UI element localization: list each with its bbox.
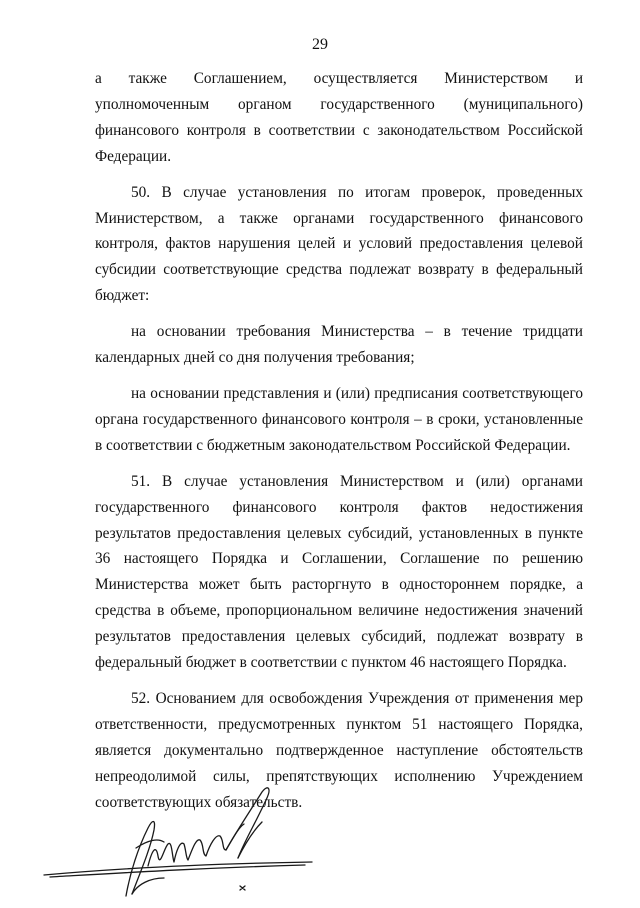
- paragraph-51: 51. В случае установления Министерством и (или) органами государственного финансового контроля фактов недостижения результатов предоставления целевых субсидий, установленных в пункте 36 настоящего Порядка и Соглашении, Соглашение по решению Министерства может быть расторгнуто в одностороннем порядке, а средства в объеме, пропорциональном величине недостижения значений результатов предоставления целевых субсидий, подлежат возврату в федеральный бюджет в соответствии с пунктом 46 настоящего Порядка.: [95, 472, 583, 672]
- paragraph-52: 52. Основанием для освобождения Учреждения от применения мер ответственности, предусмотренных пунктом 51 настоящего Порядка, является документально подтвержденное наступление обстоятельств непреодолимой силы, препятствующих исполнению Учреждением соответствующих обязательств.: [95, 689, 583, 811]
- paragraph-50-item-1: на основании требования Министерства – в течение тридцати календарных дней со дня получения требования;: [95, 323, 583, 367]
- paragraph-50-item-2: на основании представления и (или) предписания соответствующего органа государственного финансового контроля – в сроки, установленные в соответствии с бюджетным законодательством Российской Федерации.: [95, 384, 583, 454]
- paragraph-continuation: а также Соглашением, осуществляется Министерством и уполномоченным органом государственного (муниципального) финансового контроля в соответствии с законодательством Российской Федерации.: [95, 70, 583, 165]
- paragraph-50: 50. В случае установления по итогам проверок, проведенных Министерством, а также органами государственного финансового контроля, фактов нарушения целей и условий предоставления целевой субсидии соответствующие средства подлежат возврату в федеральный бюджет:: [95, 183, 583, 305]
- signature-drawing: [40, 778, 320, 903]
- document-body: [95, 66, 583, 815]
- handwritten-signature: [40, 778, 320, 903]
- page-number: 29: [312, 36, 328, 53]
